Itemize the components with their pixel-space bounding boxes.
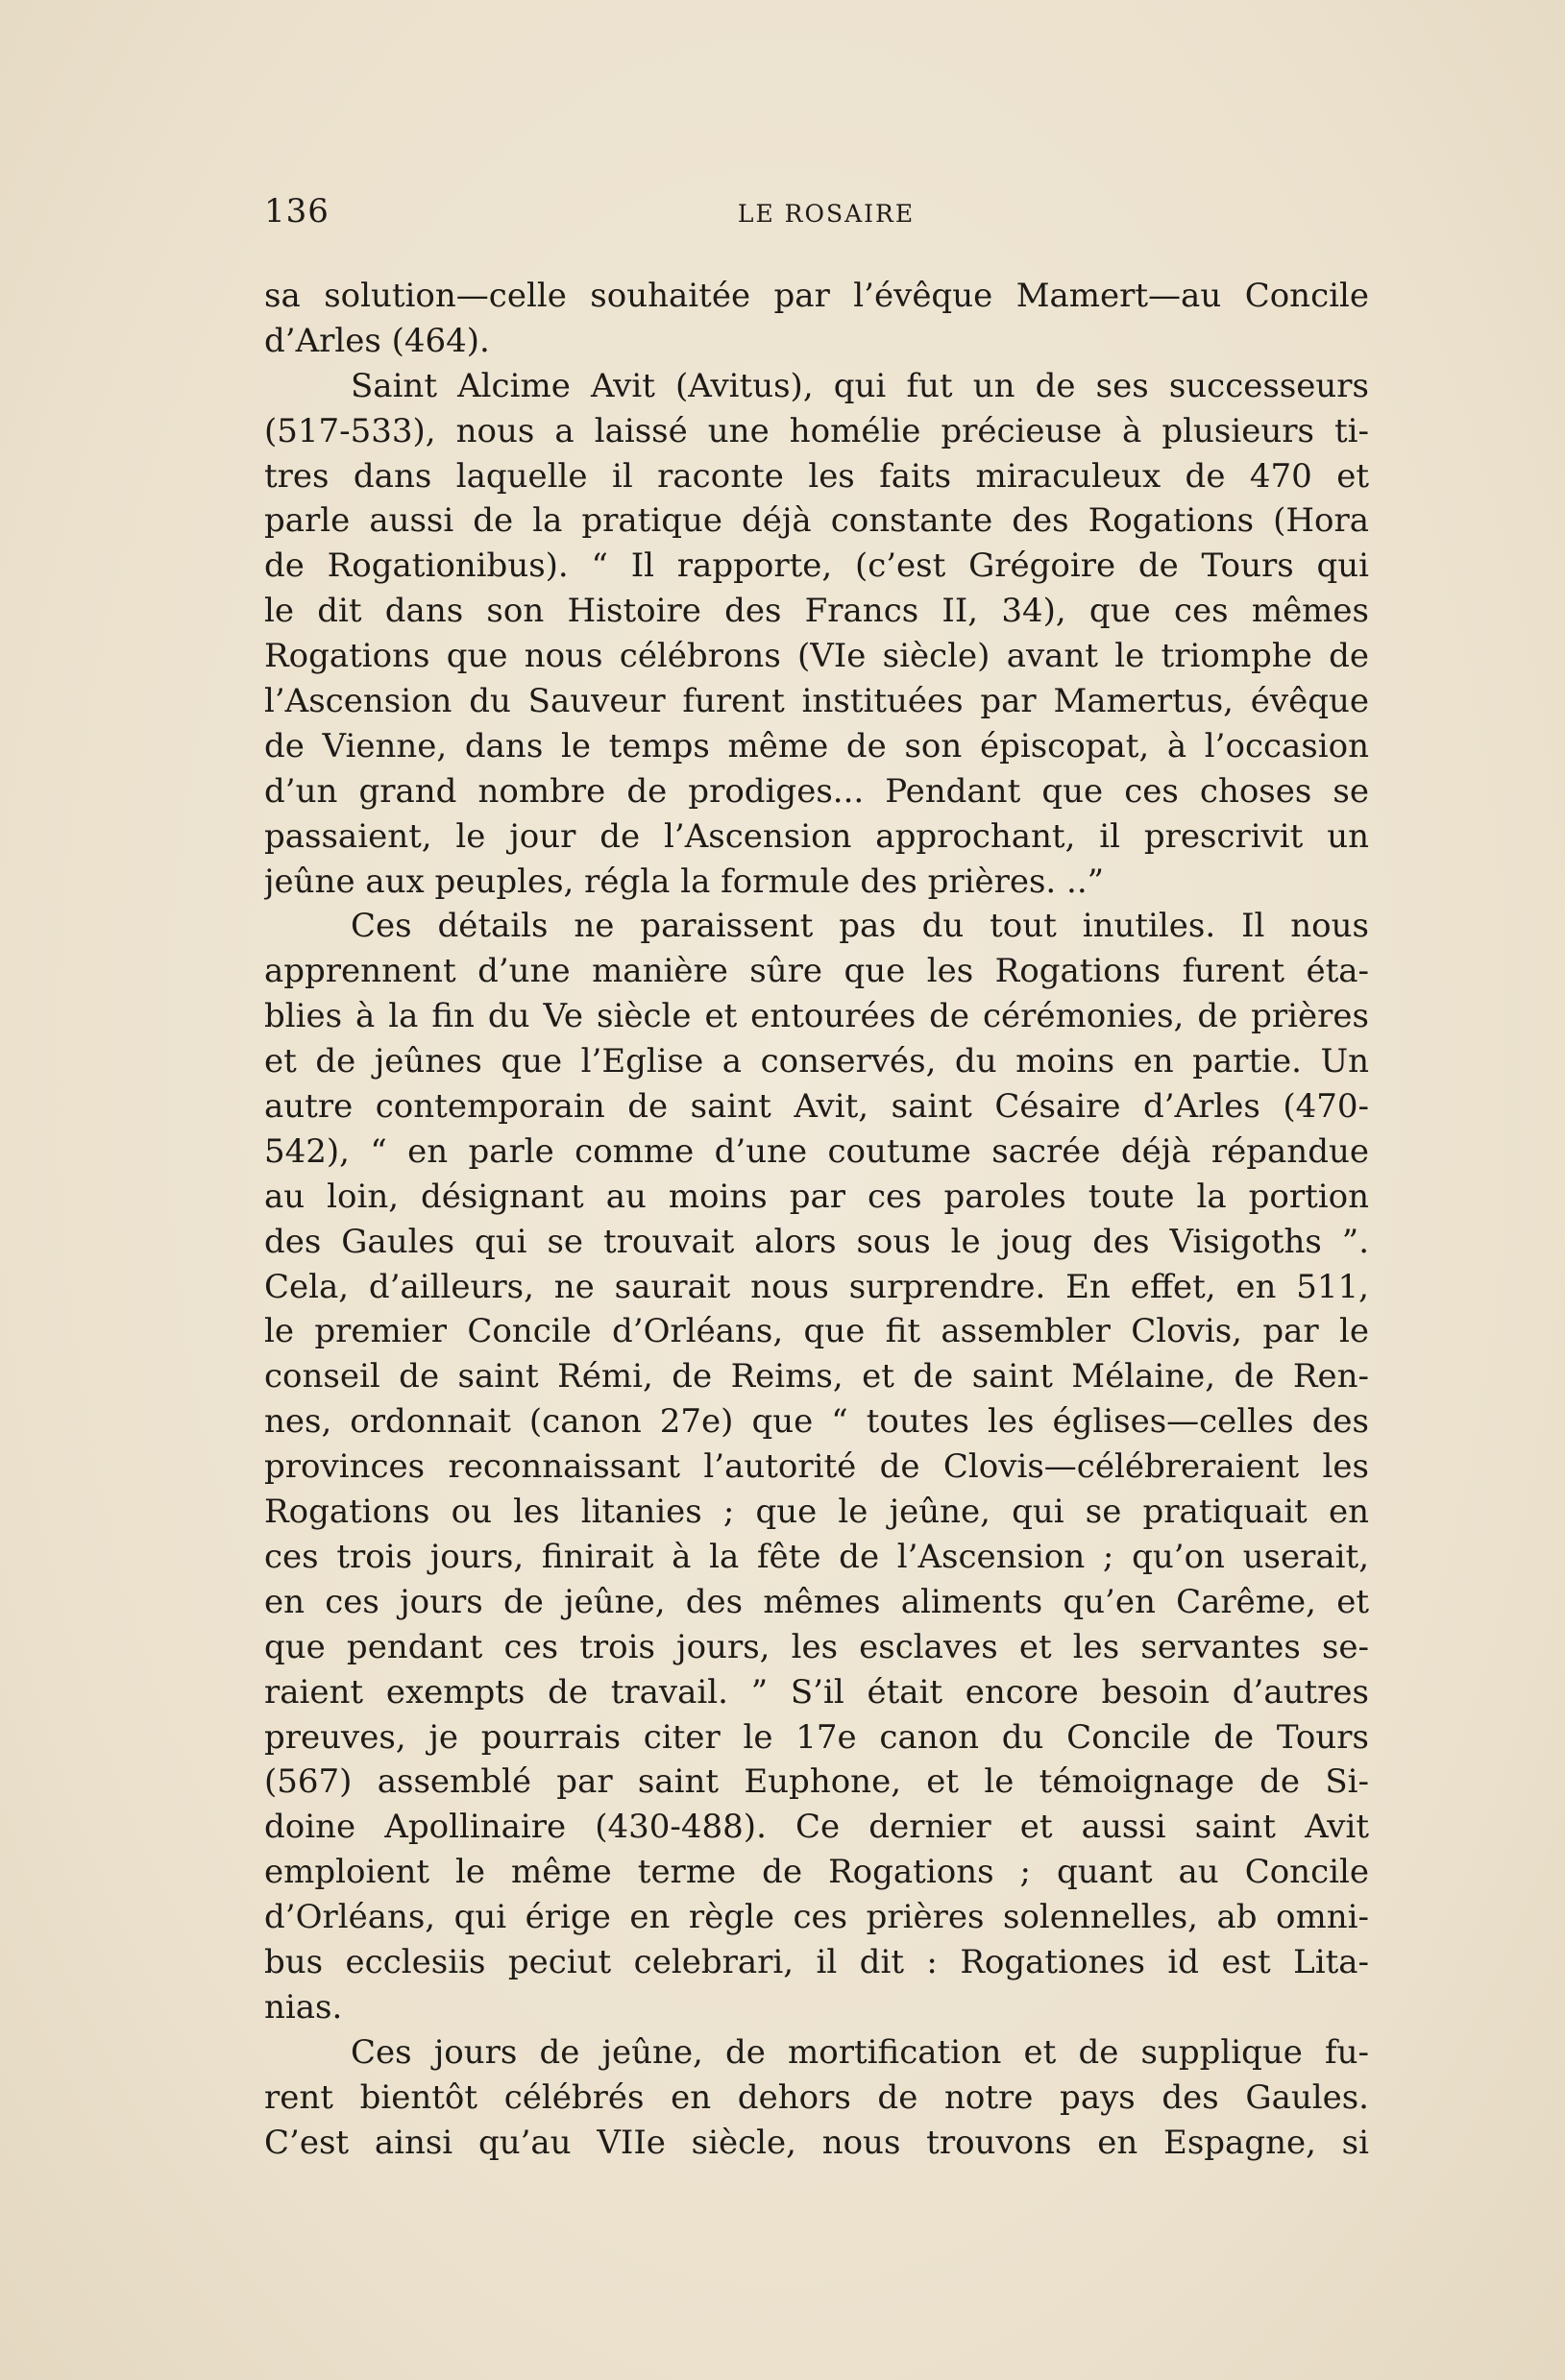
text-line: tres dans laquelle il raconte les faits miraculeux de 470 et: [264, 456, 1369, 496]
text-line: blies à la fin du Ve siècle et entourées de cérémonies, de prières: [264, 997, 1369, 1036]
text-line: ces trois jours, finirait à la fête de l’Ascension ; qu’on userait,: [264, 1537, 1369, 1576]
text-line: nes, ordonnait (canon 27e) que “ toutes les églises—celles des: [264, 1402, 1369, 1442]
text-line: doine Apollinaire (430-488). Ce dernier et aussi saint Avit: [264, 1808, 1369, 1847]
text-line: d’Orléans, qui érige en règle ces prières solennelles, ab omni-: [264, 1898, 1369, 1937]
text-line: nias.: [264, 1987, 343, 2027]
page-number: 136: [264, 192, 330, 231]
text-line: l’Ascension du Sauveur furent instituées par Mamertus, évêque: [264, 682, 1369, 721]
text-line: le premier Concile d’Orléans, que fit assembler Clovis, par le: [264, 1312, 1369, 1351]
text-line: apprennent d’une manière sûre que les Rogations furent éta-: [264, 952, 1369, 991]
text-line: (567) assemblé par saint Euphone, et le témoignage de Si-: [264, 1762, 1369, 1802]
text-line: des Gaules qui se trouvait alors sous le joug des Visigoths ”.: [264, 1222, 1369, 1261]
text-line: au loin, désignant au moins par ces paroles toute la portion: [264, 1177, 1369, 1216]
text-line: Cela, d’ailleurs, ne saurait nous surprendre. En effet, en 511,: [264, 1267, 1369, 1306]
text-line: Ces jours de jeûne, de mortification et de supplique fu-: [351, 2032, 1369, 2072]
text-line: rent bientôt célébrés en dehors de notre pays des Gaules.: [264, 2077, 1369, 2117]
text-line: autre contemporain de saint Avit, saint Césaire d’Arles (470-: [264, 1087, 1369, 1127]
text-line: jeûne aux peuples, régla la formule des prières. ..”: [264, 862, 1105, 901]
text-line: en ces jours de jeûne, des mêmes aliments qu’en Carême, et: [264, 1582, 1369, 1621]
text-line: Rogations ou les litanies ; que le jeûne, qui se pratiquait en: [264, 1493, 1369, 1532]
text-line: preuves, je pourrais citer le 17e canon du Concile de Tours: [264, 1717, 1369, 1757]
page-header: [264, 192, 1388, 240]
text-line: bus ecclesiis peciut celebrari, il dit : Rogationes id est Lita-: [264, 1942, 1369, 1981]
text-line: d’Arles (464).: [264, 321, 490, 360]
text-line: sa solution—celle souhaitée par l’évêque Mamert—au Concile: [264, 277, 1369, 315]
text-line: raient exempts de travail. ” S’il était encore besoin d’autres: [264, 1672, 1369, 1712]
text-line: de Rogationibus). “ Il rapporte, (c’est Grégoire de Tours qui: [264, 546, 1369, 586]
text-line: que pendant ces trois jours, les esclaves et les servantes se-: [264, 1627, 1369, 1666]
text-line: provinces reconnaissant l’autorité de Clovis—célébreraient les: [264, 1447, 1369, 1487]
text-line: C’est ainsi qu’au VIIe siècle, nous trouvons en Espagne, si: [264, 2123, 1369, 2162]
text-line: et de jeûnes que l’Eglise a conservés, du moins en partie. Un: [264, 1042, 1369, 1081]
text-line: Saint Alcime Avit (Avitus), qui fut un de ses successeurs: [351, 366, 1369, 405]
text-line: (517-533), nous a laissé une homélie précieuse à plusieurs ti-: [264, 411, 1369, 450]
text-line: Ces détails ne paraissent pas du tout inutiles. Il nous: [351, 907, 1369, 946]
text-line: parle aussi de la pratique déjà constante des Rogations (Hora: [264, 501, 1369, 541]
text-line: conseil de saint Rémi, de Reims, et de saint Mélaine, de Ren-: [264, 1357, 1369, 1396]
text-line: 542), “ en parle comme d’une coutume sacrée déjà répandue: [264, 1131, 1369, 1171]
body-text: [264, 274, 1369, 2165]
text-line: le dit dans son Histoire des Francs II, 34), que ces mêmes: [264, 592, 1369, 631]
text-line: passaient, le jour de l’Ascension approchant, il prescrivit un: [264, 816, 1369, 856]
running-title: LE ROSAIRE: [737, 200, 916, 228]
text-line: de Vienne, dans le temps même de son épiscopat, à l’occasion: [264, 726, 1369, 765]
text-line: d’un grand nombre de prodiges... Pendant que ces choses se: [264, 771, 1369, 811]
text-line: Rogations que nous célébrons (VIe siècle) avant le triomphe de: [264, 637, 1369, 676]
text-line: emploient le même terme de Rogations ; quant au Concile: [264, 1853, 1369, 1892]
